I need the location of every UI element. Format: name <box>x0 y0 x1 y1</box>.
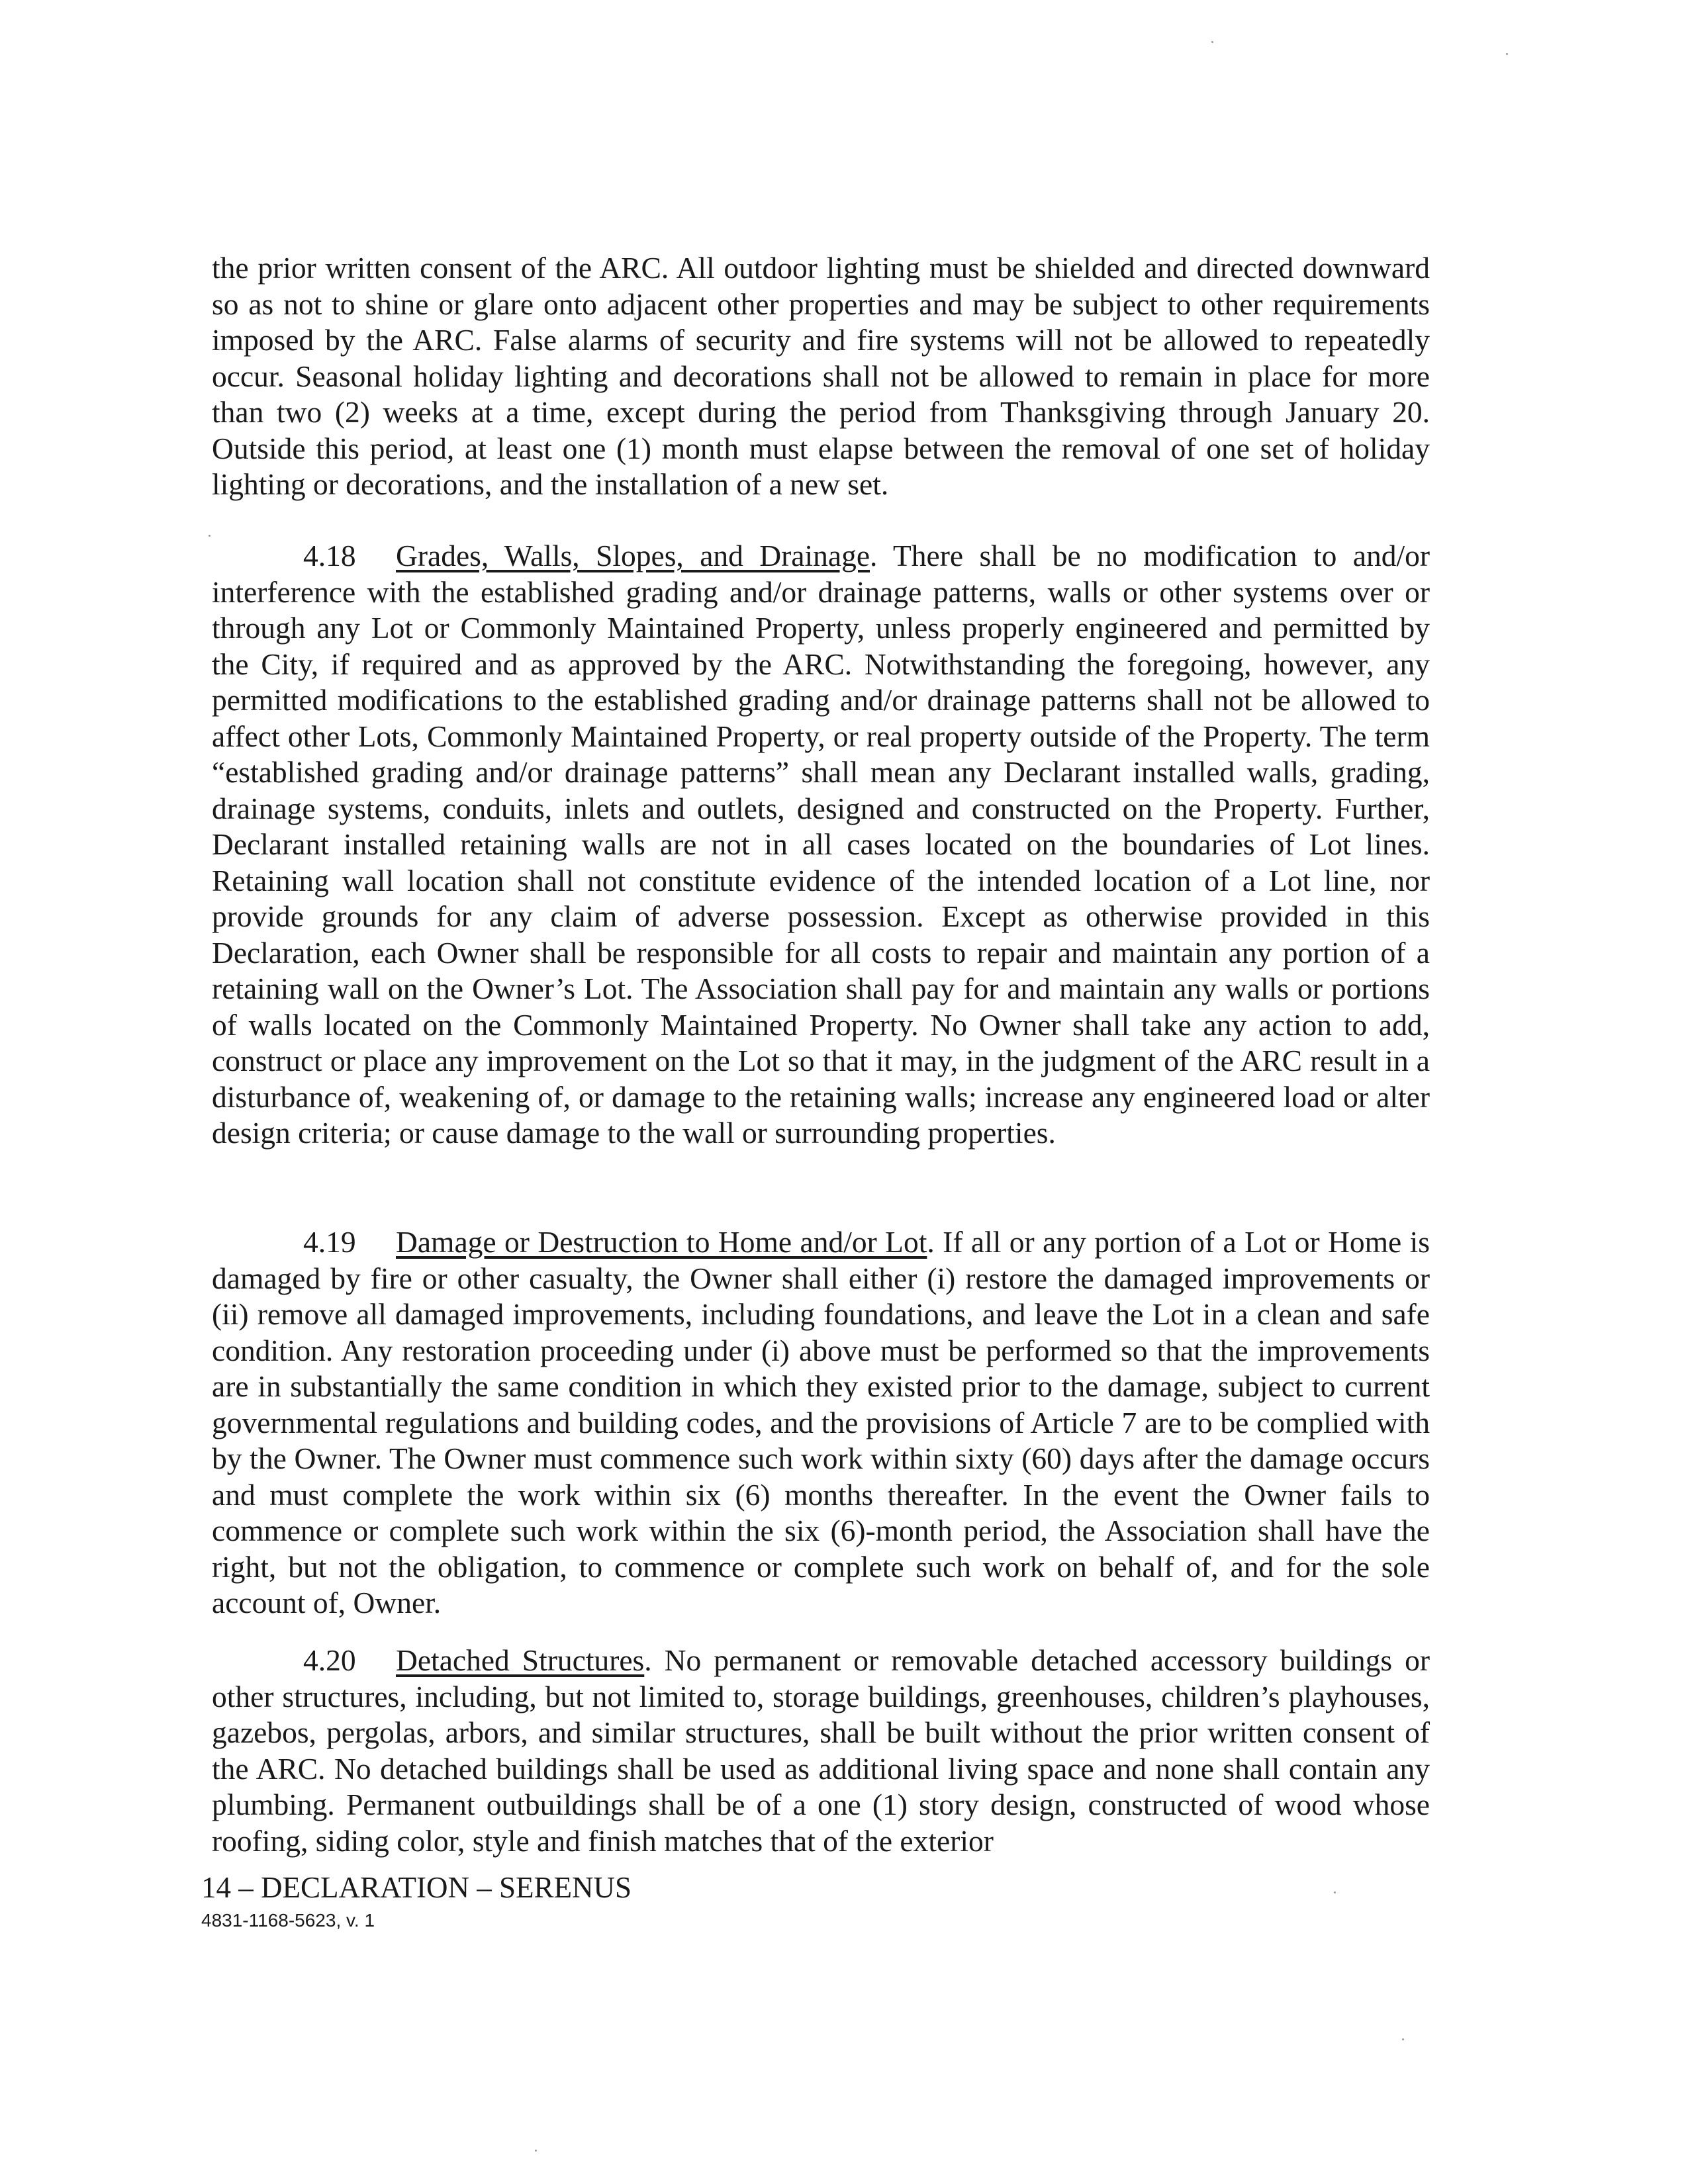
section-4-19 <box>212 1224 1430 1621</box>
section-4-18 <box>212 538 1430 1152</box>
scan-speck <box>1211 41 1213 43</box>
section-body: . No permanent or removable detached accessory buildings or other structures, including, but not limited to, storage buildings, greenhouses, children’s playhouses, gazebos, pergolas, arbors, and similar structures, shall be built without the prior written consent of the ARC. No detached buildings shall be used as additional living space and none shall contain any plumbing. Permanent outbuildings shall be of a one (1) story design, constructed of wood whose roofing, siding color, style and finish matches that of the exterior <box>212 1643 1430 1858</box>
section-number: 4.19 <box>303 1225 356 1259</box>
scan-speck <box>1402 2038 1404 2040</box>
section-heading: Damage or Destruction to Home and/or Lot <box>396 1225 927 1259</box>
scan-speck <box>1334 1891 1336 1893</box>
footer-title: 14 – DECLARATION – SERENUS <box>201 1871 632 1904</box>
section-body: . There shall be no modification to and/or interference with the established grading and/or drainage patterns, walls or other systems over or through any Lot or Commonly Maintained Property, unless properly engineered and permitted by the City, if required and as approved by the ARC. Notwithstanding the foregoing, however, any permitted modifications to the established grading and/or drainage patterns shall not be allowed to affect other Lots, Commonly Maintained Property, or real property outside of the Property. The term “established grading and/or drainage patterns” shall mean any Declarant installed walls, grading, drainage systems, conduits, inlets and outlets, designed and constructed on the Property. Further, Declarant installed retaining walls are not in all cases located on the boundaries of Lot lines. Retaining wall location shall not constitute evidence of the intended location of a Lot line, nor provide grounds for any claim of adverse possession. Except as otherwise provided in this Declaration, each Owner shall be responsible for all costs to repair and maintain any portion of a retaining wall on the Owner’s Lot. The Association shall pay for and maintain any walls or portions of walls located on the Commonly Maintained Property. No Owner shall take any action to add, construct or place any improvement on the Lot so that it may, in the judgment of the ARC result in a disturbance of, weakening of, or damage to the retaining walls; increase any engineered load or alter design criteria; or cause damage to the wall or surrounding properties. <box>212 539 1430 1150</box>
scan-speck <box>1506 53 1508 55</box>
section-body: . If all or any portion of a Lot or Home is damaged by fire or other casualty, the Owner shall either (i) restore the damaged improvements or (ii) remove all damaged improvements, including foundations, and leave the Lot in a clean and safe condition. Any restoration proceeding under (i) above must be performed so that the improvements are in substantially the same condition in which they existed prior to the damage, subject to current governmental regulations and building codes, and the provisions of Article 7 are to be complied with by the Owner. The Owner must commence such work within sixty (60) days after the damage occurs and must complete the work within six (6) months thereafter. In the event the Owner fails to commence or complete such work within the six (6)-month period, the Association shall have the right, but not the obligation, to commence or complete such work on behalf of, and for the sole account of, Owner. <box>212 1225 1430 1619</box>
section-heading: Grades, Walls, Slopes, and Drainage <box>396 539 870 572</box>
section-number: 4.18 <box>303 539 356 572</box>
section-number: 4.20 <box>303 1643 356 1677</box>
section-heading: Detached Structures <box>396 1643 645 1677</box>
scan-speck <box>535 2150 537 2152</box>
section-4-20 <box>212 1643 1430 1859</box>
footer-doc-id: 4831-1168-5623, v. 1 <box>201 1910 375 1931</box>
scan-speck <box>209 535 211 537</box>
intro-paragraph: the prior written consent of the ARC. All outdoor lighting must be shielded and directed downward so as not to shine or glare onto adjacent other properties and may be subject to other requirements imposed by the ARC. False alarms of security and fire systems will not be allowed to repeatedly occur. Seasonal holiday lighting and decorations shall not be allowed to remain in place for more than two (2) weeks at a time, except during the period from Thanksgiving through January 20. Outside this period, at least one (1) month must elapse between the removal of one set of holiday lighting or decorations, and the installation of a new set. <box>212 251 1430 501</box>
